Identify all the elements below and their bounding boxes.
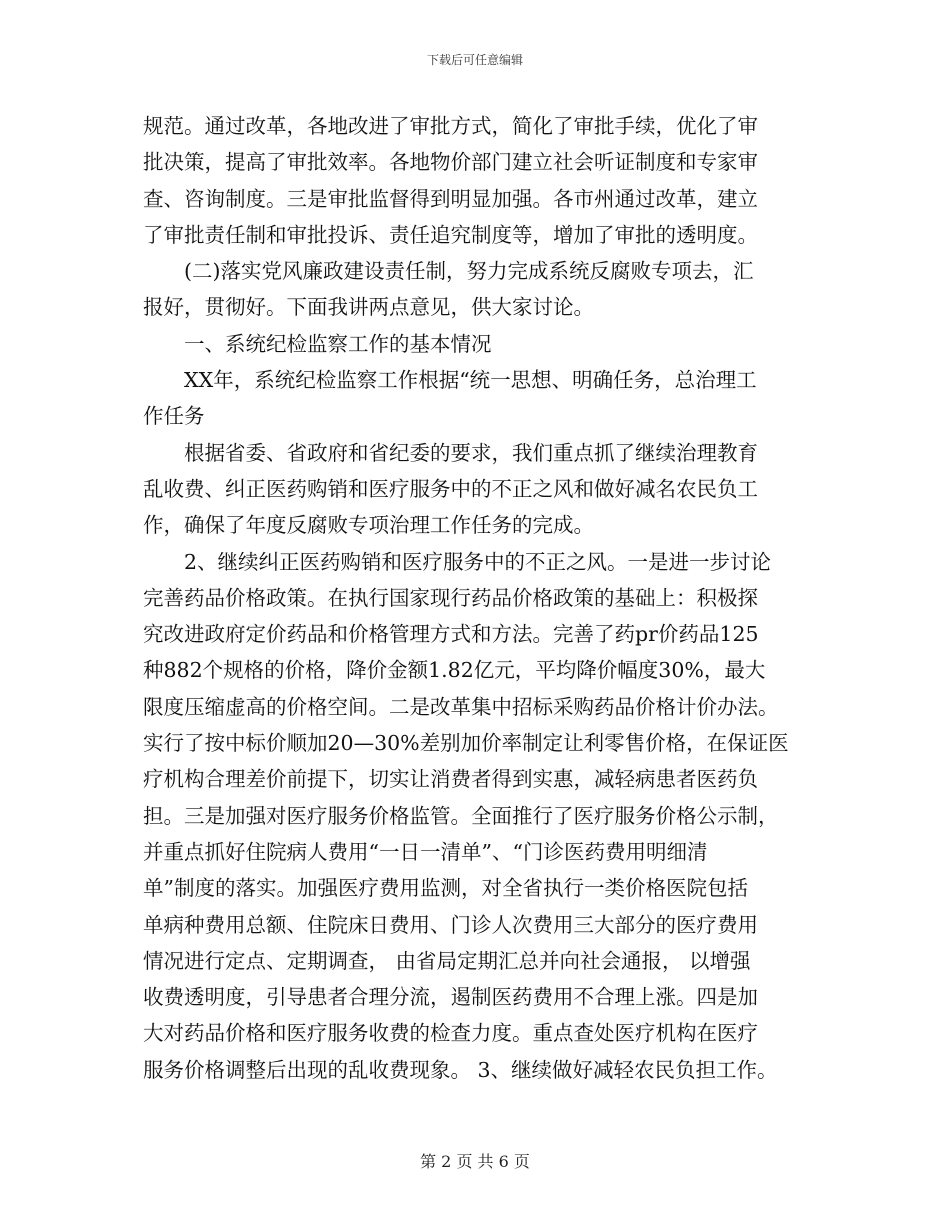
text-line: 报好，贯彻好。下面我讲两点意见，供大家讨论。 — [143, 295, 594, 320]
text-line: 种882个规格的价格，降价金额1.82亿元，平均降价幅度30%，最大 — [143, 658, 766, 683]
text-line: 实行了按中标价顺加20—30%差别加价率制定让利零售价格，在保证医 — [143, 731, 789, 756]
text-line: 究改进政府定价药品和价格管理方式和方法。完善了药pr价药品125 — [143, 622, 759, 647]
text-line: 服务价格调整后出现的乱收费现象。 3、继续做好减轻农民负担工作。 — [143, 1057, 778, 1082]
text-line: 规范。通过改革，各地改进了审批方式，简化了审批手续，优化了审 — [143, 114, 758, 138]
text-line: 大对药品价格和医疗服务收费的检查力度。重点查处医疗机构在医疗 — [143, 1021, 758, 1046]
document-body — [143, 108, 813, 1088]
text-line: 批决策，提高了审批效率。各地物价部门建立社会听证制度和专家审 — [143, 150, 758, 175]
text-line: 完善药品价格政策。在执行国家现行药品价格政策的基础上：积极探 — [143, 585, 758, 610]
text-line: 单”制度的落实。加强医疗费用监测，对全省执行一类价格医院包括 — [143, 876, 748, 901]
text-line: 根据省委、省政府和省纪委的要求，我们重点抓了继续治理教育 — [184, 440, 758, 465]
text-line: 查、咨询制度。三是审批监督得到明显加强。各市州通过改革，建立 — [143, 186, 758, 211]
text-line: 收费透明度，引导患者合理分流，遏制医药费用不合理上涨。四是加 — [143, 985, 758, 1010]
text-line: 并重点抓好住院病人费用“一日一清单”、“门诊医药费用明细清 — [143, 839, 708, 864]
text-line: 限度压缩虚高的价格空间。二是改革集中招标采购药品价格计价办法。 — [143, 694, 779, 719]
text-line: 乱收费、纠正医药购销和医疗服务中的不正之风和做好减名农民负工 — [143, 476, 758, 501]
section-heading: 一、系统纪检监察工作的基本情况 — [184, 331, 492, 356]
text-line: 担。三是加强对医疗服务价格监管。全面推行了医疗服务价格公示制， — [143, 803, 779, 828]
text-line: 情况进行定点、定期调查， 由省局定期汇总并向社会通报， 以增强 — [143, 948, 751, 973]
text-line: XX年，系统纪检监察工作根据“统一思想、明确任务，总治理工 — [184, 368, 757, 393]
text-line: 作，确保了年度反腐败专项治理工作任务的完成。 — [143, 513, 594, 538]
text-line: 疗机构合理差价前提下，切实让消费者得到实惠，减轻病患者医药负 — [143, 767, 758, 792]
text-line: 作任务 — [143, 404, 205, 429]
text-line: 2、继续纠正医药购销和医疗服务中的不正之风。一是进一步讨论 — [184, 549, 772, 574]
text-line: 单病种费用总额、住院床日费用、门诊人次费用三大部分的医疗费用 — [143, 912, 758, 937]
page-header: 下载后可任意编辑 — [426, 53, 523, 67]
page-number: 第 2 页 共 6 页 — [420, 1152, 530, 1171]
text-line: 了审批责任制和审批投诉、责任追究制度等，增加了审批的透明度。 — [143, 222, 758, 247]
text-line: (二)落实党风廉政建设责任制，努力完成系统反腐败专项去，汇 — [184, 259, 754, 284]
